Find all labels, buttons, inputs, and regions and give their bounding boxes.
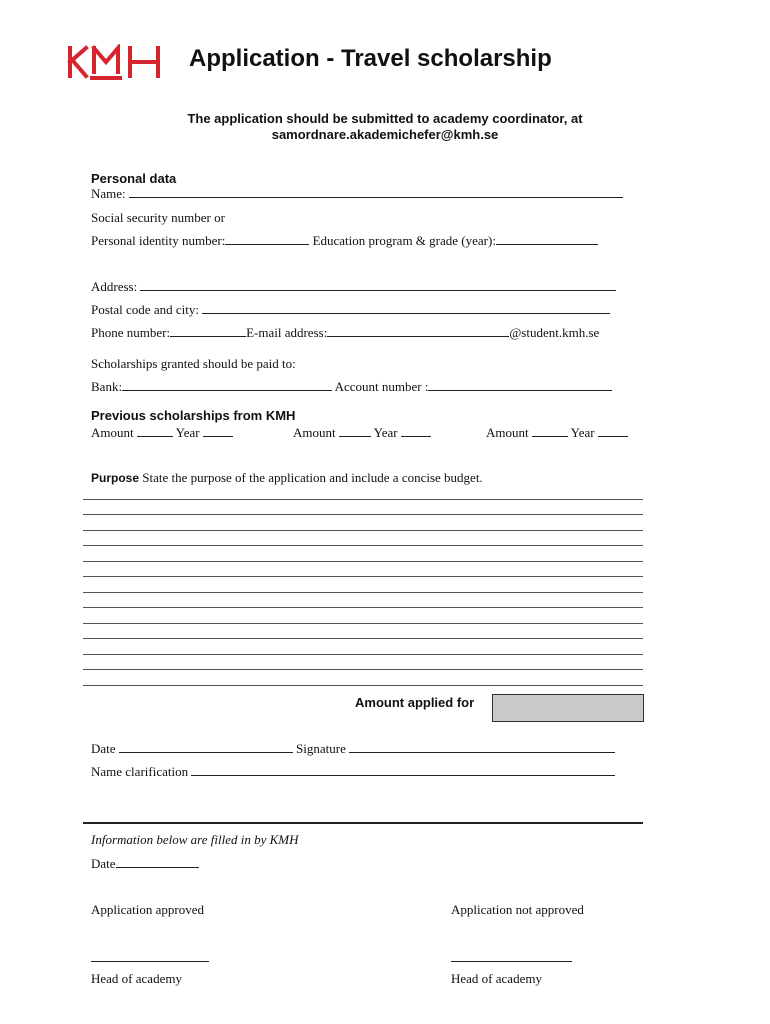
year-field-3[interactable] — [598, 425, 628, 437]
name-clarification-field[interactable] — [191, 764, 615, 776]
account-label: Account number : — [334, 379, 429, 394]
postal-field[interactable] — [202, 302, 610, 314]
amount-field-3[interactable] — [532, 425, 568, 437]
address-field[interactable] — [140, 279, 616, 291]
address-row — [91, 279, 616, 295]
purpose-line[interactable] — [83, 607, 643, 608]
purpose-line[interactable] — [83, 561, 643, 562]
pin-field[interactable] — [225, 233, 309, 245]
phone-row — [91, 325, 599, 341]
purpose-row — [91, 470, 483, 486]
phone-label: Phone number: — [91, 325, 171, 340]
office-date-row — [91, 856, 199, 872]
office-date-field[interactable] — [116, 856, 199, 868]
year-label: Year — [373, 425, 398, 440]
not-approved-label: Application not approved — [451, 902, 584, 917]
office-date-label: Date — [91, 856, 116, 871]
bank-row — [91, 379, 612, 395]
amount-applied-label: Amount applied for — [355, 695, 475, 710]
amount-field-1[interactable] — [137, 425, 173, 437]
purpose-line[interactable] — [83, 592, 643, 593]
postal-label: Postal code and city: — [91, 302, 199, 317]
edu-label: Education program & grade (year): — [312, 233, 496, 248]
bank-label: Bank: — [91, 379, 123, 394]
bank-field[interactable] — [122, 379, 332, 391]
head-of-academy-right: Head of academy — [451, 971, 542, 986]
amount-label: Amount — [486, 425, 529, 440]
edu-field[interactable] — [496, 233, 598, 245]
kmh-logo — [66, 44, 166, 80]
phone-field[interactable] — [170, 325, 246, 337]
purpose-line[interactable] — [83, 499, 643, 500]
previous-entry-1 — [91, 425, 233, 441]
purpose-line[interactable] — [83, 623, 643, 624]
name-label: Name: — [91, 186, 126, 201]
email-suffix: @student.kmh.se — [509, 325, 600, 340]
head-of-academy-left: Head of academy — [91, 971, 182, 986]
section-divider — [83, 822, 643, 824]
signature-field[interactable] — [349, 741, 615, 753]
intro-email: samordnare.akademichefer@kmh.se — [271, 127, 499, 142]
purpose-line[interactable] — [83, 576, 643, 577]
purpose-line[interactable] — [83, 654, 643, 655]
year-label: Year — [175, 425, 200, 440]
purpose-text: State the purpose of the application and include a concise budget. — [142, 470, 483, 485]
year-field-2[interactable] — [401, 425, 431, 437]
name-field[interactable] — [129, 186, 623, 198]
purpose-line[interactable] — [83, 685, 643, 686]
address-label: Address: — [91, 279, 138, 294]
page-title: Application - Travel scholarship — [189, 45, 552, 72]
pin-label: Personal identity number: — [91, 233, 226, 248]
amount-field-2[interactable] — [339, 425, 371, 437]
purpose-label: Purpose — [91, 471, 140, 485]
year-field-1[interactable] — [203, 425, 233, 437]
date-signature-row — [91, 741, 615, 757]
personal-data-heading: Personal data — [91, 171, 177, 186]
amount-label: Amount — [91, 425, 134, 440]
date-field[interactable] — [119, 741, 293, 753]
approved-signature-line[interactable] — [91, 961, 209, 962]
purpose-line[interactable] — [83, 638, 643, 639]
intro-line-1: The application should be submitted to academy coordinator, at — [187, 111, 583, 126]
not-approved-signature-line[interactable] — [451, 961, 572, 962]
signature-label: Signature — [296, 741, 346, 756]
account-field[interactable] — [428, 379, 612, 391]
pin-row — [91, 233, 598, 249]
email-label: E-mail address: — [246, 325, 328, 340]
amount-label: Amount — [293, 425, 336, 440]
date-label: Date — [91, 741, 116, 756]
name-clarification-row — [91, 764, 615, 780]
previous-entry-2 — [293, 425, 431, 441]
email-field[interactable] — [327, 325, 509, 337]
ssn-label: Social security number or — [91, 210, 225, 225]
paid-to-label: Scholarships granted should be paid to: — [91, 356, 296, 371]
postal-row — [91, 302, 610, 318]
approved-label: Application approved — [91, 902, 204, 917]
name-clarification-label: Name clarification — [91, 764, 189, 779]
previous-heading: Previous scholarships from KMH — [91, 408, 296, 423]
year-label: Year — [570, 425, 595, 440]
purpose-line[interactable] — [83, 514, 643, 515]
purpose-line[interactable] — [83, 530, 643, 531]
previous-entry-3 — [486, 425, 628, 441]
purpose-line[interactable] — [83, 669, 643, 670]
kmh-info-label: Information below are filled in by KMH — [91, 832, 299, 847]
name-row — [91, 186, 623, 202]
amount-applied-field[interactable] — [492, 694, 644, 722]
purpose-line[interactable] — [83, 545, 643, 546]
